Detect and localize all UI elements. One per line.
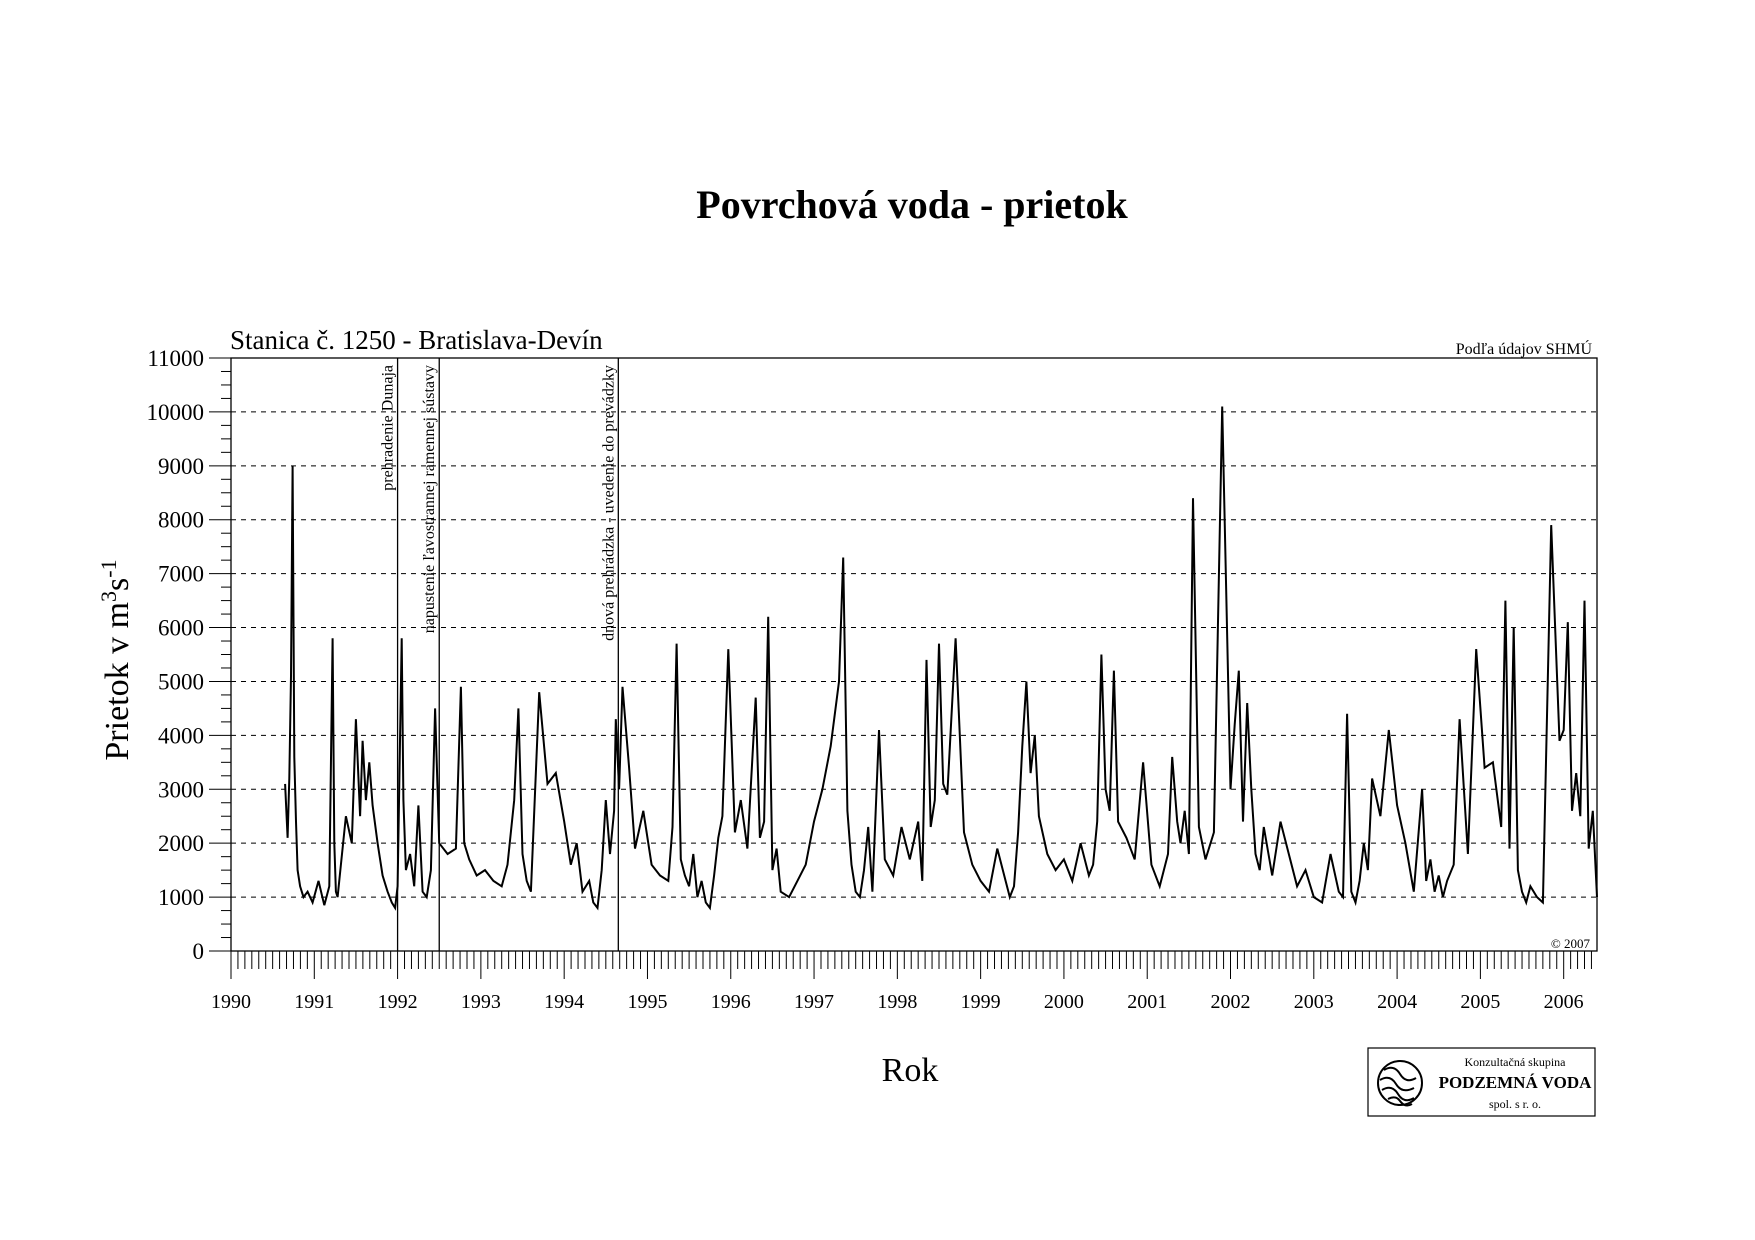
y-tick-label: 9000 xyxy=(158,453,204,479)
x-tick-label: 1990 xyxy=(211,991,251,1013)
y-tick-label: 7000 xyxy=(158,561,204,587)
x-tick-label: 2003 xyxy=(1293,991,1334,1013)
x-tick-label: 2000 xyxy=(1043,991,1084,1013)
x-tick-label: 1996 xyxy=(710,991,751,1013)
x-tick-label: 2001 xyxy=(1127,991,1168,1013)
source-note: Podľa údajov SHMÚ xyxy=(1455,341,1592,358)
company-logo xyxy=(1368,1048,1595,1116)
x-tick-label: 1992 xyxy=(377,991,418,1013)
y-tick-label: 2000 xyxy=(158,831,204,857)
y-axis-label: Prietok v $m^3s^{-1}$ xyxy=(96,559,136,761)
x-tick-label: 1991 xyxy=(294,991,335,1013)
x-tick-label: 1993 xyxy=(460,991,501,1013)
x-tick-label: 2004 xyxy=(1377,991,1418,1013)
x-tick-label: 1999 xyxy=(960,991,1001,1013)
x-tick-label: 1998 xyxy=(877,991,918,1013)
logo-line-1: Konzultačná skupina xyxy=(1464,1055,1566,1069)
plot-area xyxy=(231,358,1597,951)
x-tick-label: 2006 xyxy=(1543,991,1584,1013)
y-tick-label: 10000 xyxy=(146,399,204,425)
y-tick-label: 5000 xyxy=(158,669,204,695)
station-subtitle: Stanica č. 1250 - Bratislava-Devín xyxy=(230,325,603,355)
y-axis xyxy=(147,346,232,964)
event-label-2: napustenie ľavostrannej ramennej sústavy xyxy=(421,365,439,634)
logo-line-2: PODZEMNÁ VODA xyxy=(1438,1073,1592,1092)
y-tick-label: 1000 xyxy=(158,885,204,911)
y-tick-label: 4000 xyxy=(158,723,204,749)
x-axis xyxy=(211,951,1591,1013)
y-tick-label: 11000 xyxy=(147,346,204,371)
x-tick-label: 2002 xyxy=(1210,991,1251,1013)
x-tick-label: 1994 xyxy=(544,991,585,1013)
logo-line-3: spol. s r. o. xyxy=(1488,1097,1542,1111)
event-label-3: dnová prehrádzka - uvedenie do prevádzky xyxy=(600,365,618,641)
event-label-1: prehradenie Dunaja xyxy=(379,365,397,491)
y-tick-label: 3000 xyxy=(158,777,204,803)
series-line-prietok xyxy=(285,407,1597,908)
x-axis-label: Rok xyxy=(881,1052,939,1089)
copyright-note: © 2007 xyxy=(1550,936,1590,951)
y-tick-label: 0 xyxy=(192,939,204,964)
x-tick-label: 1997 xyxy=(794,991,835,1013)
chart-title: Povrchová voda - prietok xyxy=(696,182,1128,227)
y-tick-label: 8000 xyxy=(158,507,204,533)
y-tick-label: 6000 xyxy=(158,615,204,641)
x-tick-label: 2005 xyxy=(1460,991,1501,1013)
x-tick-label: 1995 xyxy=(627,991,668,1013)
